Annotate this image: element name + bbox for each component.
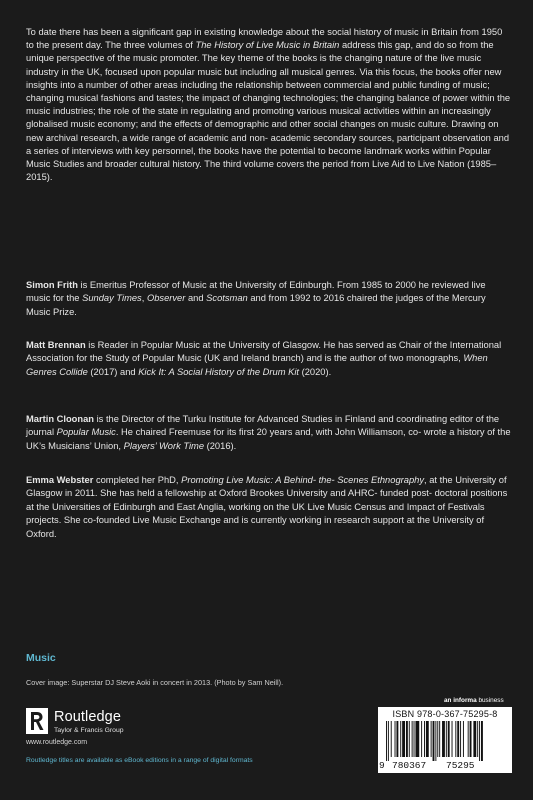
informa-brand: an informa — [444, 697, 477, 704]
author-name: Simon Frith — [26, 280, 78, 290]
barcode-bar — [455, 721, 456, 757]
publication-title: Players’ Work Time — [123, 440, 205, 451]
publication-title: Observer — [146, 293, 186, 304]
barcode-bar — [479, 721, 480, 761]
barcode-bar — [396, 721, 398, 757]
publication-title: When Genres Collide — [26, 353, 488, 377]
barcode-bar — [424, 721, 425, 757]
barcode-bar — [395, 721, 396, 757]
subject-category: Music — [26, 652, 56, 664]
publication-title: Promoting Live Music: A Behind- the- Scenes Ethnography — [181, 475, 425, 485]
informa-tagline — [444, 697, 504, 704]
bio-text: completed her PhD, — [93, 475, 182, 485]
barcode-bars — [386, 721, 504, 761]
publication-title: Sunday Times — [82, 293, 142, 304]
barcode-bar — [460, 721, 461, 757]
barcode-bar — [463, 721, 464, 757]
bio-text: and from 1992 to 2016 chaired the judges of the Mercury Music Prize. — [26, 293, 486, 317]
barcode-bar — [391, 721, 392, 757]
barcode-bar — [477, 721, 478, 757]
author-name: Martin Cloonan — [26, 414, 94, 424]
author-bio-webster — [26, 474, 512, 541]
barcode-bar — [448, 721, 450, 757]
barcode-bar — [435, 721, 436, 761]
barcode-bar — [473, 721, 476, 757]
publication-title: Scotsman — [206, 293, 248, 304]
author-name: Emma Webster — [26, 475, 94, 485]
author-bio-frith — [26, 279, 512, 319]
bio-text: (2017) and — [87, 366, 139, 377]
publication-title: Popular Music — [56, 427, 116, 438]
barcode-bar — [446, 721, 447, 757]
series-title: The History of Live Music in Britain — [195, 40, 340, 51]
barcode-bar — [426, 721, 429, 757]
isbn-number: ISBN 978-0-367-75295-8 — [392, 709, 498, 719]
publisher-group: Taylor & Francis Group — [54, 727, 124, 734]
ebook-note: Routledge titles are available as eBook editions in a range of digital formats — [26, 757, 253, 764]
barcode-bar — [386, 721, 387, 761]
publisher-name: Routledge — [54, 709, 122, 725]
bio-text: , at the University of Glasgow in 2011. She has held a fellowship at Oxford Brookes University and AHRC- funded post- doctoral positions at the Universities of Edinburgh and East Anglia, working on the UK Live Music Census and Impact of Festivals projects. She co-founded Live Music Exchange and is currently working in research support at the University of Oxford. — [26, 475, 508, 539]
isbn-barcode — [378, 707, 512, 773]
barcode-bar — [457, 721, 459, 757]
description-paragraph — [26, 26, 512, 184]
barcode-bar — [452, 721, 453, 757]
publication-title: Kick It: A Social History of the Drum Kit — [138, 366, 299, 377]
barcode-bar — [406, 721, 408, 757]
author-bio-cloonan — [26, 413, 512, 453]
barcode-bar — [481, 721, 483, 761]
description-text: To date there has been a significant gap in existing knowledge about the social history of music in Britain from 1950 to the present day. The three volumes of — [26, 27, 503, 51]
barcode-bar — [415, 721, 419, 757]
barcode-bar — [468, 721, 469, 757]
bio-text: and — [185, 293, 207, 304]
barcode-bar — [388, 721, 389, 761]
description-text-cont: address this gap, and do so from the unique perspective of the music promoter. The key theme of the books is the changing nature of the live music industry in the UK, focused upon popular music but including all musical genres. Via this focus, the books offer new insights into a number of other areas including the relationship between commercial and public funding of music; changing musical fashions and tastes; the impact of changing technologies; the changing balance of power within the music industries; the role of the state in regulating and promoting various musical activities within an increasingly globalised music economy; and the effects of demographic and other social changes on music culture. Drawing on new archival research, a wide range of academic and non- academic secondary sources, participant observation and a series of interviews with key personnel, the books have the potential to become landmark works within Popular Music Studies and broader cultural history. The third volume covers the period from Live Aid to Live Nation (1985–2015). — [26, 40, 511, 183]
routledge-r-icon — [26, 708, 48, 734]
bio-text: (2020). — [299, 366, 332, 377]
bio-text: (2016). — [204, 440, 237, 451]
barcode-bar — [470, 721, 472, 757]
barcode-bar — [409, 721, 410, 757]
informa-suffix: business — [476, 697, 504, 704]
barcode-bar — [421, 721, 422, 757]
barcode-bar — [442, 721, 445, 757]
barcode-bar — [437, 721, 438, 757]
book-description — [26, 26, 512, 184]
barcode-digits-right: 75295 — [446, 760, 475, 771]
bio-text: is the Director of the Turku Institute for Advanced Studies in Finland and coordinating editor of the journal — [26, 414, 500, 438]
publisher-url[interactable]: www.routledge.com — [26, 739, 88, 746]
bio-text: is Reader in Popular Music at the University of Glasgow. He has served as Chair of the International Association for the Study of Popular Music (UK and Ireland branch) and is the author of two monographs, — [26, 340, 502, 364]
author-name: Matt Brennan — [26, 340, 86, 350]
barcode-digit-first: 9 — [379, 760, 385, 771]
barcode-digits-left: 780367 — [392, 760, 427, 771]
author-bio-brennan — [26, 339, 512, 379]
barcode-bar — [433, 721, 435, 761]
barcode-bar — [431, 721, 432, 757]
barcode-bar — [400, 721, 401, 757]
cover-image-credit: Cover image: Superstar DJ Steve Aoki in concert in 2013. (Photo by Sam Neill). — [26, 678, 284, 687]
bio-text: is Emeritus Professor of Music at the University of Edinburgh. From 1985 to 2000 he reviewed live music for the — [26, 280, 486, 304]
barcode-bar — [414, 721, 415, 757]
barcode-bar — [439, 721, 440, 757]
barcode-bar — [412, 721, 413, 757]
bio-text: , — [141, 293, 147, 304]
bio-text: . He chaired Freemuse for its first 20 years and, with John Williamson, co- wrote a history of the UK’s Musicians’ Union, — [26, 427, 511, 451]
barcode-bar — [402, 721, 405, 757]
